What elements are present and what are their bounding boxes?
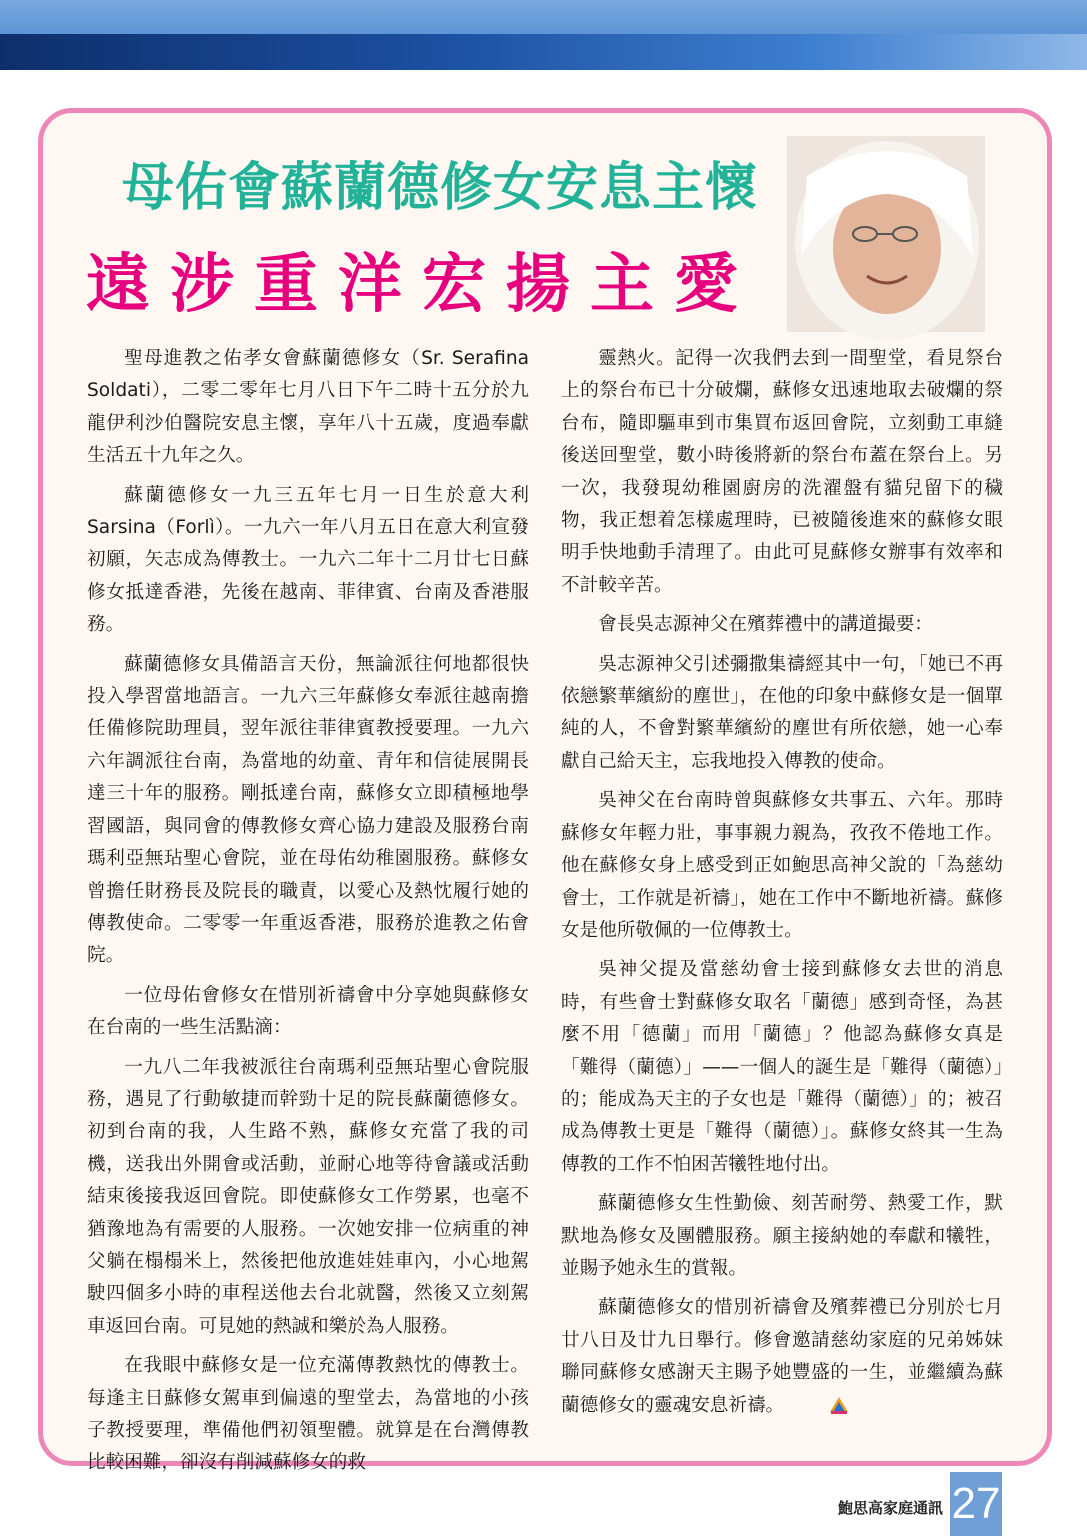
article-column-left <box>87 343 529 1474</box>
nun-photo <box>787 136 985 332</box>
article-paragraph: 會長吳志源神父在殯葬禮中的講道撮要： <box>598 614 933 636</box>
article-paragraph-final <box>561 1292 1003 1422</box>
header-band <box>0 0 1087 34</box>
article-subtitle: 遠涉重洋宏揚主愛 <box>86 248 758 322</box>
article-title: 母佑會蘇蘭德修女安息主懷 <box>122 158 759 218</box>
article-column-right <box>561 343 1003 1443</box>
article-paragraph: 蘇蘭德修女生性勤儉、刻苦耐勞、熱愛工作，默默地為修女及團體服務。願主接納她的奉獻和犧牲，並賜予她永生的賞報。 <box>561 1193 1003 1279</box>
page-number: 27 <box>950 1472 1002 1536</box>
article-paragraph: 在我眼中蘇修女是一位充滿傳教熱忱的傳教士。每逢主日蘇修女駕車到偏遠的聖堂去，為當地的小孩子教授要理，準備他們初領聖體。就算是在台灣傳教比較困難，卻沒有削減蘇修女的救 <box>87 1355 529 1474</box>
article-paragraph: 吳神父在台南時曾與蘇修女共事五、六年。那時蘇修女年輕力壯，事事親力親為，孜孜不倦地工作。他在蘇修女身上感受到正如鮑思高神父說的「為慈幼會士，工作就是祈禱」，她在工作中不斷地祈禱。蘇修女是他所敬佩的一位傳教士。 <box>561 790 1003 941</box>
article-paragraph: 聖母進教之佑孝女會蘇蘭德修女（Sr. Serafina Soldati），二零二零年七月八日下午二時十五分於九龍伊利沙伯醫院安息主懷，享年八十五歲，度過奉獻生活五十九年之久。 <box>87 348 529 467</box>
article-paragraph: 蘇蘭德修女一九三五年七月一日生於意大利Sarsina（Forlì）。一九六一年八月五日在意大利宣發初願，矢志成為傳教士。一九六二年十二月廿七日蘇修女抵達香港，先後在越南、菲律賓、台南及香港服務。 <box>87 484 529 636</box>
article-paragraph: 吳神父提及當慈幼會士接到蘇修女去世的消息時，有些會士對蘇修女取名「蘭德」感到奇怪，為甚麼不用「德蘭」而用「蘭德」？他認為蘇修女真是「難得（蘭德）」——一個人的誕生是「難得（蘭德）」的；能成為天主的子女也是「難得（蘭德）」的；被召成為傳教士更是「難得（蘭德）」。蘇修女終其一生為傳教的工作不怕困苦犧牲地付出。 <box>561 959 1003 1175</box>
article-paragraph: 靈熱火。記得一次我們去到一間聖堂，看見祭台上的祭台布已十分破爛，蘇修女迅速地取去破爛的祭台布，隨即驅車到市集買布返回會院，立刻動工車縫後送回聖堂，數小時後將新的祭台布蓋在祭台上。另一次，我發現幼稚園廚房的洗濯盤有貓兒留下的穢物，我正想着怎樣處理時，已被隨後進來的蘇修女眼明手快地動手清理了。由此可見蘇修女辦事有效率和不計較辛苦。 <box>561 348 1003 596</box>
end-of-article-icon <box>790 1394 814 1416</box>
portrait-of-nun-icon <box>787 136 985 332</box>
article-paragraph: 一位母佑會修女在惜別祈禱會中分享她與蘇修女在台南的一些生活點滴： <box>87 984 529 1039</box>
article-paragraph: 一九八二年我被派往台南瑪利亞無玷聖心會院服務，遇見了行動敏捷而幹勁十足的院長蘇蘭德修女。初到台南的我，人生路不熟，蘇修女充當了我的司機，送我出外開會或活動，並耐心地等待會議或活動結束後接我返回會院。即使蘇修女工作勞累，也毫不猶豫地為有需要的人服務。一次她安排一位病重的神父躺在榻榻米上，然後把他放進娃娃車內，小心地駕駛四個多小時的車程送他去台北就醫，然後又立刻駕車返回台南。可見她的熱誠和樂於為人服務。 <box>87 1056 529 1337</box>
publication-name: 鮑思高家庭通訊 <box>838 1499 944 1517</box>
article-paragraph: 吳志源神父引述彌撒集禱經其中一句，「她已不再依戀繁華繽紛的塵世」，在他的印象中蘇修女是一個單純的人，不會對繁華繽紛的塵世有所依戀，她一心奉獻自己給天主，忘我地投入傳教的使命。 <box>561 653 1003 772</box>
final-paragraph-text: 蘇蘭德修女的惜別祈禱會及殯葬禮已分別於七月廿八日及廿九日舉行。修會邀請慈幼家庭的兄弟姊妹聯同蘇修女感謝天主賜予她豐盛的一生，並繼續為蘇蘭德修女的靈魂安息祈禱。 <box>561 1297 1003 1416</box>
header-bar <box>0 34 1087 70</box>
article-paragraph: 蘇蘭德修女具備語言天份，無論派往何地都很快投入學習當地語言。一九六三年蘇修女奉派往越南擔任備修院助理員，翌年派往菲律賓教授要理。一九六六年調派往台南，為當地的幼童、青年和信徒展開長達三十年的服務。剛抵達台南，蘇修女立即積極地學習國語，與同會的傳教修女齊心協力建設及服務台南瑪利亞無玷聖心會院，並在母佑幼稚園服務。蘇修女曾擔任財務長及院長的職責，以愛心及熱忱履行她的傳教使命。二零零一年重返香港，服務於進教之佑會院。 <box>87 653 529 967</box>
